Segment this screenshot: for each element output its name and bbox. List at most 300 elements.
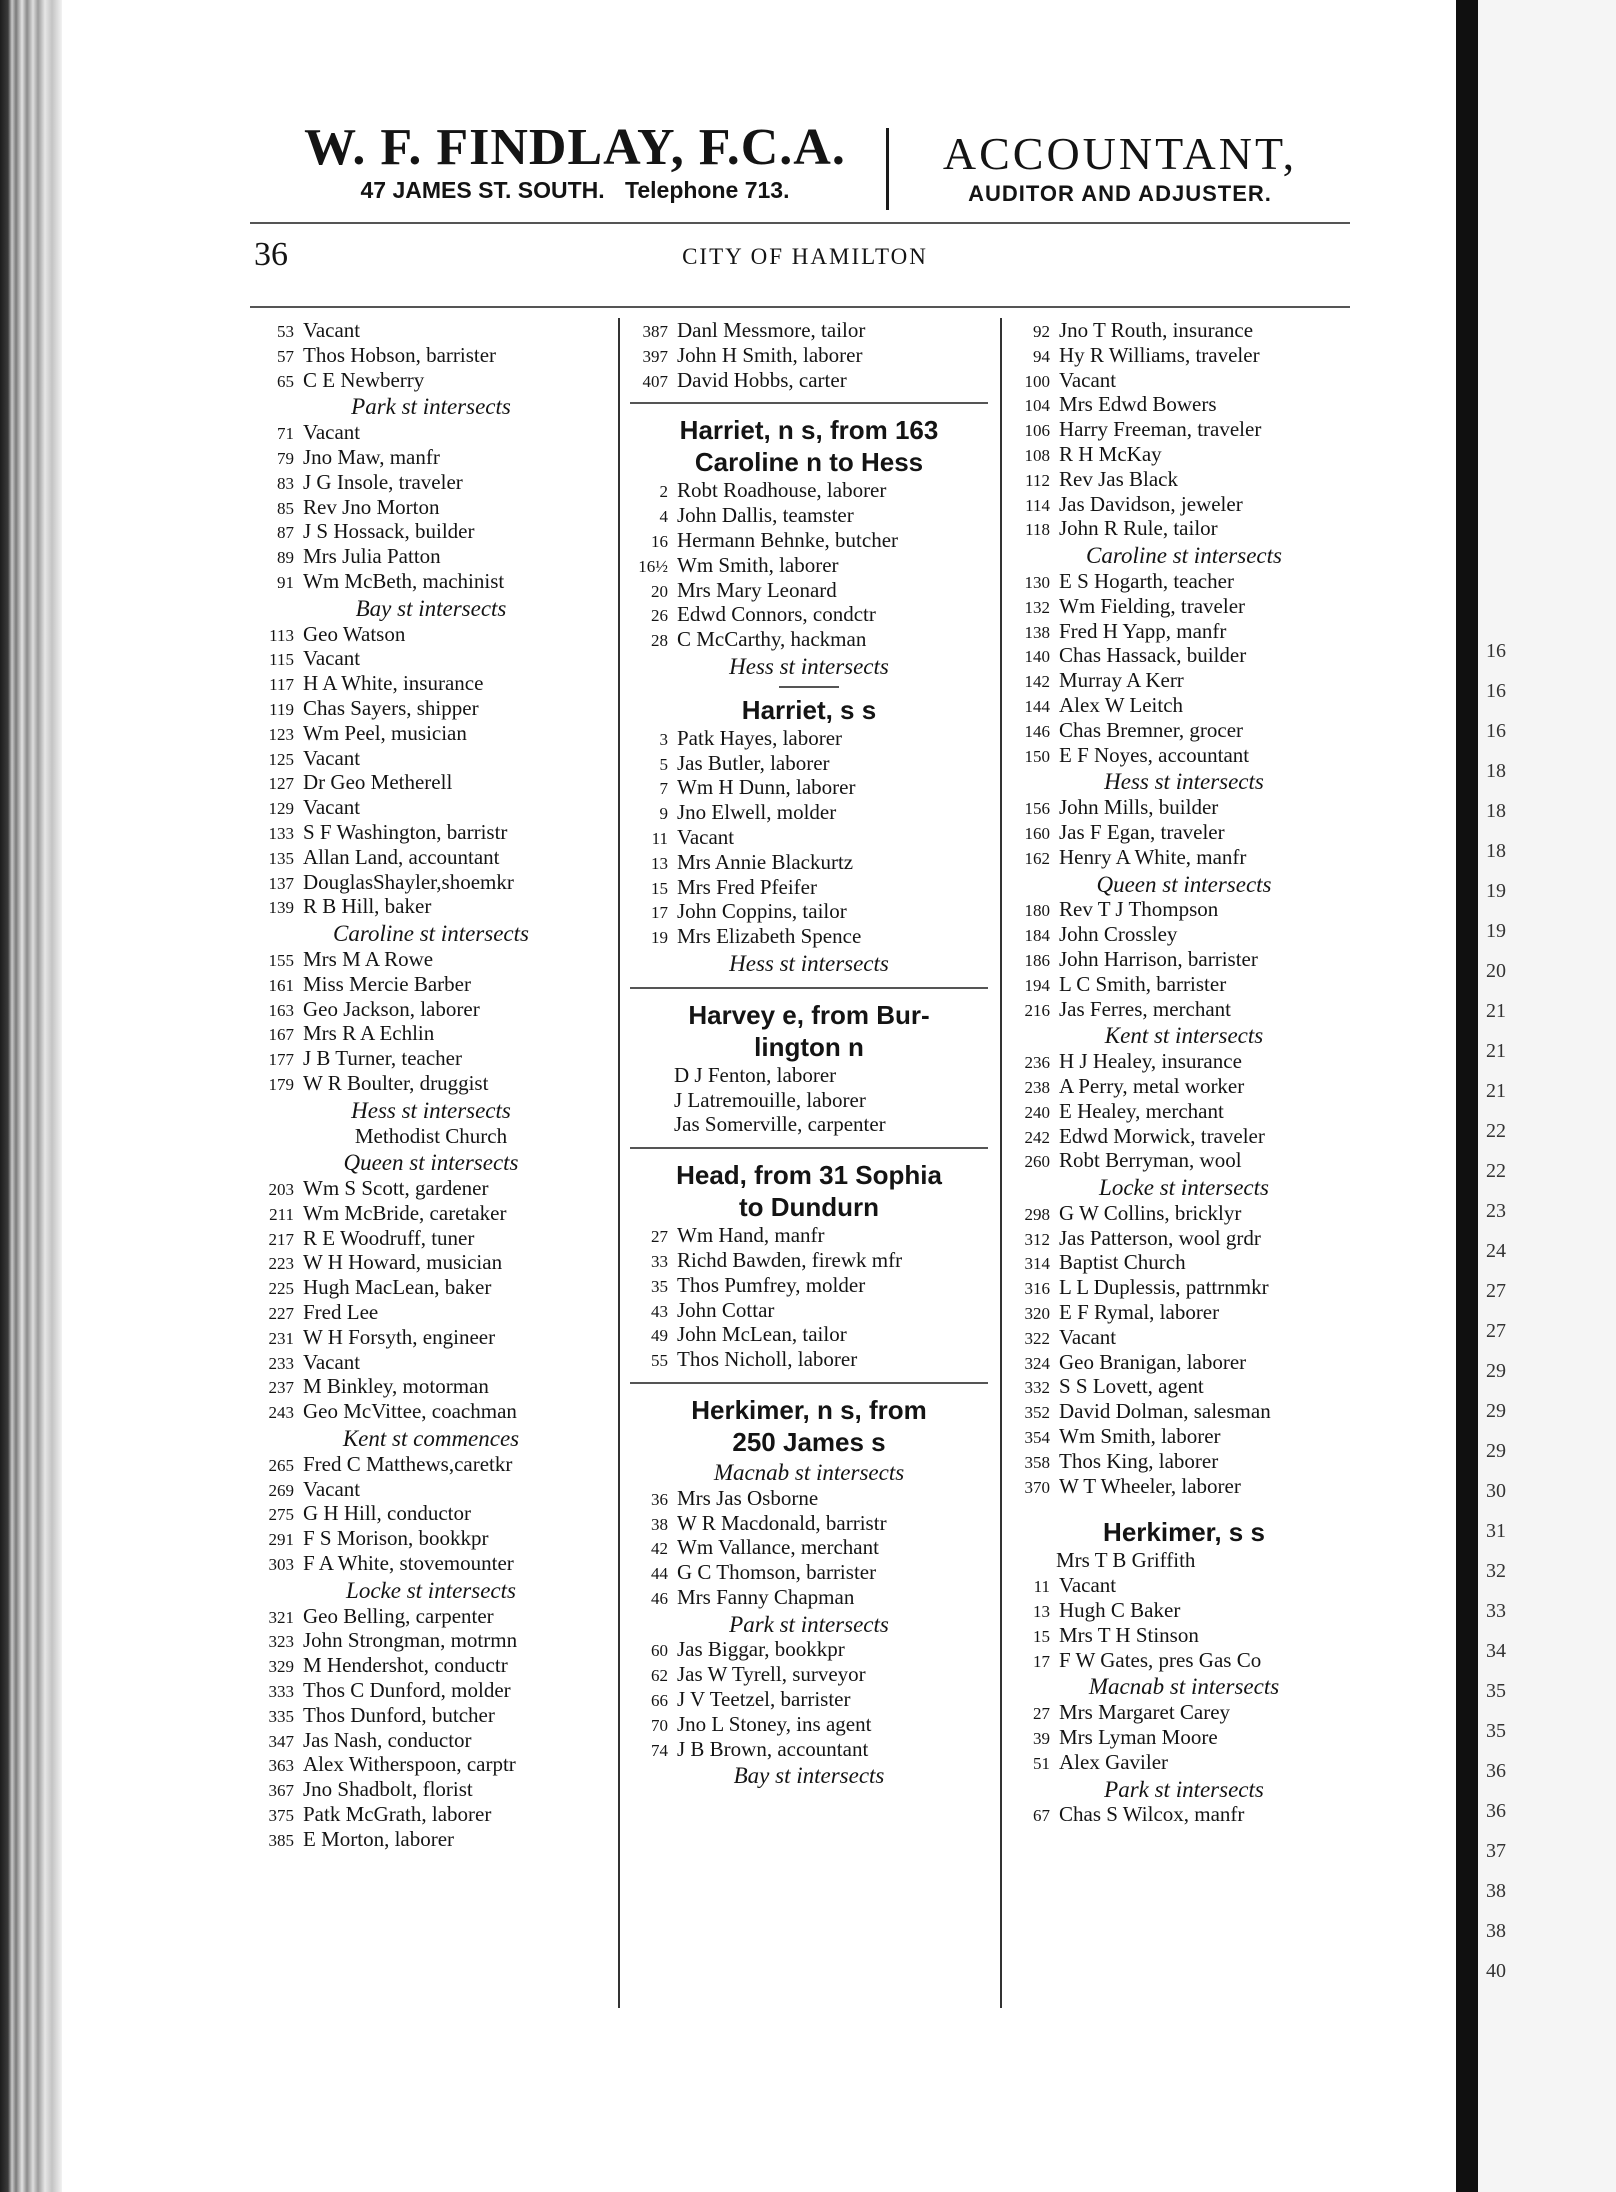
house-number: 180	[1024, 901, 1050, 921]
directory-entry	[1006, 693, 1362, 718]
house-number: 17	[1033, 1651, 1050, 1671]
adjacent-page-number: 34	[1486, 1640, 1506, 1662]
resident-name: Thos Hobson, barrister	[303, 342, 497, 367]
house-number: 375	[268, 1806, 294, 1826]
resident-name: Chas Sayers, shipper	[303, 695, 479, 720]
house-number: 130	[1024, 572, 1050, 592]
advert-address-line	[270, 176, 880, 204]
house-number: 144	[1024, 696, 1050, 716]
resident-name: John R Rule, tailor	[1059, 516, 1218, 541]
directory-column-3	[1006, 318, 1362, 1827]
house-number: 314	[1024, 1254, 1050, 1274]
advert-rule	[250, 222, 1350, 224]
house-number: 15	[1033, 1626, 1050, 1646]
resident-name: Dr Geo Metherell	[303, 770, 453, 795]
house-number: 231	[268, 1328, 294, 1348]
resident-name: Vacant	[1059, 1324, 1117, 1349]
advert-banner	[270, 120, 880, 204]
adjacent-page-number: 38	[1486, 1920, 1506, 1942]
house-number: 35	[651, 1276, 668, 1296]
resident-name: Vacant	[303, 646, 361, 671]
directory-entry	[624, 1298, 994, 1323]
house-number: 108	[1024, 445, 1050, 465]
house-number: 114	[1025, 495, 1050, 515]
house-number: 55	[651, 1351, 668, 1371]
resident-name: Robt Roadhouse, laborer	[677, 478, 887, 503]
resident-name: L C Smith, barrister	[1059, 971, 1227, 996]
adjacent-page-number: 37	[1486, 1840, 1506, 1862]
street-heading: Head, from 31 Sophia	[676, 1160, 942, 1191]
resident-name: John Coppins, tailor	[677, 899, 847, 924]
resident-name: Jas Biggar, bookkpr	[677, 1637, 845, 1662]
resident-name: W R Boulter, druggist	[303, 1070, 489, 1095]
directory-entry	[1006, 820, 1362, 845]
adjacent-page-number: 21	[1486, 1080, 1506, 1102]
house-number: 161	[268, 975, 294, 995]
directory-entry	[250, 1250, 612, 1275]
resident-name: Fred H Yapp, manfr	[1059, 618, 1227, 643]
directory-entry	[250, 1071, 612, 1096]
directory-entry	[1006, 1049, 1362, 1074]
street-heading: Herkimer, n s, from	[691, 1394, 927, 1425]
resident-name: R B Hill, baker	[303, 894, 432, 919]
house-number: 5	[659, 754, 668, 774]
resident-name: Rev Jas Black	[1059, 466, 1178, 491]
adjacent-page-number: 24	[1486, 1240, 1506, 1262]
directory-entry	[250, 1021, 612, 1046]
cross-street-label: Caroline st intersects	[1086, 543, 1282, 569]
directory-entry: D J Fenton, laborer	[674, 1062, 837, 1087]
resident-name: Jas F Egan, traveler	[1059, 819, 1225, 844]
advert-services	[900, 128, 1340, 208]
resident-name: Thos Nicholl, laborer	[677, 1347, 858, 1372]
directory-entry	[1006, 1700, 1362, 1725]
directory-entry	[250, 1827, 612, 1852]
directory-entry	[250, 997, 612, 1022]
house-number: 211	[269, 1204, 294, 1224]
resident-name: F W Gates, pres Gas Co	[1059, 1647, 1262, 1672]
directory-entry	[1006, 392, 1362, 417]
resident-name: Wm Fielding, traveler	[1059, 593, 1246, 618]
resident-name: Mrs Julia Patton	[303, 544, 441, 569]
directory-entry	[250, 820, 612, 845]
resident-name: Jas Davidson, jeweler	[1059, 491, 1243, 516]
advert-divider	[886, 128, 889, 210]
street-heading: Harriet, s s	[741, 694, 877, 725]
house-number: 92	[1033, 322, 1050, 341]
resident-name: W R Macdonald, barristr	[677, 1510, 887, 1535]
directory-entry	[250, 445, 612, 470]
directory-entry: Mrs T B Griffith	[1056, 1548, 1196, 1573]
resident-name: Mrs Lyman Moore	[1059, 1725, 1218, 1750]
directory-entry	[624, 1486, 994, 1511]
house-number: 177	[268, 1050, 294, 1070]
directory-entry	[624, 1662, 994, 1687]
directory-entry	[1006, 1124, 1362, 1149]
directory-entry	[1006, 1750, 1362, 1775]
directory-entry	[624, 1687, 994, 1712]
adjacent-page-number: 21	[1486, 1040, 1506, 1062]
adjacent-page-number: 38	[1486, 1880, 1506, 1902]
house-number: 11	[1033, 1577, 1050, 1597]
column-divider	[618, 318, 620, 2008]
house-number: 323	[268, 1632, 294, 1652]
house-number: 321	[268, 1607, 294, 1627]
directory-entry	[624, 1322, 994, 1347]
directory-entry	[250, 1526, 612, 1551]
house-number: 291	[268, 1530, 294, 1550]
house-number: 19	[651, 928, 668, 948]
directory-entry	[624, 318, 994, 343]
house-number: 194	[1024, 975, 1050, 995]
directory-entry	[1006, 668, 1362, 693]
directory-entry	[250, 1275, 612, 1300]
cross-street-label: Park st intersects	[1104, 1776, 1264, 1802]
house-number: 70	[651, 1715, 668, 1735]
directory-entry	[250, 1374, 612, 1399]
house-number: 162	[1024, 848, 1050, 868]
resident-name: Henry A White, manfr	[1059, 844, 1247, 869]
adjacent-page-number: 31	[1486, 1520, 1506, 1542]
house-number: 163	[268, 1000, 294, 1020]
directory-entry	[250, 746, 612, 771]
adjacent-page-number: 19	[1486, 920, 1506, 942]
directory-entry	[250, 1653, 612, 1678]
adjacent-page-number: 19	[1486, 880, 1506, 902]
resident-name: John Harrison, barrister	[1059, 946, 1258, 971]
resident-name: H A White, insurance	[303, 671, 484, 696]
directory-column-2	[624, 318, 994, 1789]
resident-name: Vacant	[1059, 367, 1117, 392]
resident-name: Patk Hayes, laborer	[677, 725, 843, 750]
resident-name: Mrs Fred Pfeifer	[677, 874, 817, 899]
house-number: 233	[268, 1353, 294, 1373]
adjacent-page-number: 36	[1486, 1760, 1506, 1782]
directory-entry	[250, 845, 612, 870]
resident-name: J V Teetzel, barrister	[677, 1687, 851, 1712]
resident-name: Chas Hassack, builder	[1059, 643, 1247, 668]
house-number: 53	[277, 322, 294, 341]
directory-entry	[250, 1399, 612, 1424]
directory-entry	[1006, 1201, 1362, 1226]
resident-name: John Cottar	[677, 1297, 775, 1322]
resident-name: H J Healey, insurance	[1059, 1049, 1242, 1074]
resident-name: G H Hill, conductor	[303, 1501, 471, 1526]
house-number: 397	[642, 346, 668, 366]
house-number: 265	[268, 1455, 294, 1475]
house-number: 186	[1024, 950, 1050, 970]
resident-name: Harry Freeman, traveler	[1059, 417, 1262, 442]
adjacent-page-edge	[1478, 0, 1616, 2192]
house-number: 33	[651, 1251, 668, 1271]
section-divider	[630, 1382, 988, 1384]
house-number: 119	[269, 699, 294, 719]
directory-entry	[250, 1300, 612, 1325]
house-number: 85	[277, 498, 294, 518]
resident-name: Jas Ferres, merchant	[1059, 996, 1232, 1021]
street-heading: lington n	[754, 1031, 864, 1062]
house-number: 83	[277, 473, 294, 493]
directory-entry	[250, 622, 612, 647]
house-number: 71	[277, 424, 294, 444]
directory-entry	[1006, 997, 1362, 1022]
house-number: 329	[268, 1657, 294, 1677]
resident-name: Fred Lee	[303, 1300, 379, 1325]
house-number: 160	[1024, 823, 1050, 843]
house-number: 89	[277, 548, 294, 568]
directory-entry	[250, 544, 612, 569]
directory-entry	[250, 1226, 612, 1251]
resident-name: Jno Shadbolt, florist	[303, 1777, 473, 1802]
adjacent-page-number: 35	[1486, 1680, 1506, 1702]
resident-name: Wm H Dunn, laborer	[677, 775, 856, 800]
adjacent-page-number: 16	[1486, 720, 1506, 742]
house-number: 27	[651, 1227, 668, 1247]
directory-entry: J Latremouille, laborer	[674, 1087, 866, 1112]
directory-entry	[624, 1223, 994, 1248]
resident-name: Jno T Routh, insurance	[1059, 318, 1254, 342]
directory-entry	[1006, 1399, 1362, 1424]
directory-entry	[250, 318, 612, 343]
directory-entry	[250, 1703, 612, 1728]
adjacent-page-number: 32	[1486, 1560, 1506, 1582]
resident-name: Allan Land, accountant	[303, 844, 500, 869]
adjacent-page-number: 22	[1486, 1120, 1506, 1142]
resident-name: Mrs M A Rowe	[303, 946, 434, 971]
cross-street-label: Kent st intersects	[1104, 1023, 1264, 1049]
street-heading: 250 James s	[732, 1426, 886, 1457]
directory-entry	[250, 1604, 612, 1629]
cross-street-label: Hess st intersects	[351, 1097, 511, 1123]
resident-name: Vacant	[303, 745, 361, 770]
resident-name: Edwd Morwick, traveler	[1059, 1123, 1265, 1148]
directory-entry	[1006, 1074, 1362, 1099]
directory-entry	[1006, 718, 1362, 743]
house-number: 132	[1024, 597, 1050, 617]
directory-entry	[250, 696, 612, 721]
directory-entry	[1006, 492, 1362, 517]
house-number: 223	[268, 1254, 294, 1274]
directory-entry	[1006, 343, 1362, 368]
directory-entry	[1006, 643, 1362, 668]
resident-name: Geo Jackson, laborer	[303, 996, 480, 1021]
house-number: 335	[268, 1706, 294, 1726]
house-number: 243	[268, 1403, 294, 1423]
house-number: 16	[651, 531, 668, 551]
adjacent-page-number: 33	[1486, 1600, 1506, 1622]
house-number: 2	[659, 482, 668, 502]
cross-street-label: Bay st intersects	[733, 1763, 885, 1789]
house-number: 4	[659, 507, 668, 527]
resident-name: Alex W Leitch	[1059, 692, 1184, 717]
house-number: 320	[1024, 1304, 1050, 1324]
directory-entry	[250, 343, 612, 368]
directory-entry	[1006, 318, 1362, 343]
adjacent-page-number: 35	[1486, 1720, 1506, 1742]
advert-subtitle: AUDITOR AND ADJUSTER.	[968, 181, 1272, 206]
adjacent-page-number: 29	[1486, 1440, 1506, 1462]
directory-entry	[624, 553, 994, 578]
directory-entry	[624, 1535, 994, 1560]
house-number: 217	[268, 1229, 294, 1249]
directory-entry	[624, 1511, 994, 1536]
resident-name: Wm McBeth, machinist	[303, 568, 505, 593]
adjacent-page-number: 18	[1486, 800, 1506, 822]
house-number: 370	[1024, 1477, 1050, 1497]
directory-entry	[250, 519, 612, 544]
directory-entry	[250, 1678, 612, 1703]
resident-name: Murray A Kerr	[1059, 668, 1184, 693]
resident-name: Wm Smith, laborer	[1059, 1424, 1221, 1449]
directory-entry	[250, 569, 612, 594]
directory-entry	[250, 1777, 612, 1802]
house-number: 38	[651, 1514, 668, 1534]
adjacent-page-number: 18	[1486, 840, 1506, 862]
directory-entry	[624, 1273, 994, 1298]
directory-entry	[1006, 947, 1362, 972]
house-number: 260	[1024, 1152, 1050, 1172]
directory-entry	[250, 671, 612, 696]
adjacent-page-number: 30	[1486, 1480, 1506, 1502]
adjacent-page-number: 20	[1486, 960, 1506, 982]
directory-entry	[1006, 1573, 1362, 1598]
house-number: 322	[1024, 1328, 1050, 1348]
directory-entry	[250, 1628, 612, 1653]
house-number: 140	[1024, 647, 1050, 667]
house-number: 113	[269, 625, 294, 645]
directory-entry	[1006, 1449, 1362, 1474]
house-number: 125	[268, 749, 294, 769]
house-number: 36	[651, 1489, 668, 1509]
header-rule	[250, 306, 1350, 308]
resident-name: Richd Bawden, firewk mfr	[677, 1247, 903, 1272]
resident-name: Vacant	[303, 318, 361, 342]
resident-name: David Hobbs, carter	[677, 367, 847, 392]
resident-name: DouglasShayler,shoemkr	[303, 869, 514, 894]
resident-name: Vacant	[303, 1349, 361, 1374]
resident-name: M Hendershot, conductr	[303, 1653, 508, 1678]
resident-name: F S Morison, bookkpr	[303, 1526, 489, 1551]
page-gutter-shadow	[1456, 0, 1478, 2192]
directory-entry	[250, 1350, 612, 1375]
resident-name: Mrs Elizabeth Spence	[677, 924, 862, 949]
directory-entry	[1006, 795, 1362, 820]
directory-entry	[1006, 516, 1362, 541]
house-number: 65	[277, 371, 294, 391]
directory-entry	[250, 947, 612, 972]
directory-entry	[250, 470, 612, 495]
directory-entry	[624, 850, 994, 875]
house-number: 238	[1024, 1077, 1050, 1097]
directory-entry	[1006, 1623, 1362, 1648]
resident-name: Thos Dunford, butcher	[303, 1702, 495, 1727]
house-number: 129	[268, 799, 294, 819]
resident-name: Geo Branigan, laborer	[1059, 1349, 1247, 1374]
house-number: 203	[268, 1180, 294, 1200]
directory-entry	[1006, 1300, 1362, 1325]
directory-entry	[624, 528, 994, 553]
cross-street-label: Queen st intersects	[1096, 871, 1272, 897]
directory-entry	[250, 1501, 612, 1526]
house-number: 118	[1025, 520, 1050, 540]
house-number: 117	[269, 675, 294, 695]
resident-name: Hermann Behnke, butcher	[677, 527, 899, 552]
resident-name: John Strongman, motrmn	[303, 1628, 518, 1653]
directory-entry	[250, 420, 612, 445]
directory-entry	[250, 1325, 612, 1350]
resident-name: E S Hogarth, teacher	[1059, 568, 1234, 593]
house-number: 20	[651, 581, 668, 601]
section-divider	[630, 1147, 988, 1149]
adjacent-page-number: 18	[1486, 760, 1506, 782]
house-number: 15	[651, 878, 668, 898]
resident-name: Jno L Stoney, ins agent	[677, 1711, 872, 1736]
house-number: 112	[1025, 470, 1050, 490]
resident-name: Jno Maw, manfr	[303, 444, 440, 469]
resident-name: Hugh MacLean, baker	[303, 1275, 492, 1300]
resident-name: E Morton, laborer	[303, 1826, 455, 1851]
directory-entry	[1006, 417, 1362, 442]
street-heading: Herkimer, s s	[1103, 1517, 1265, 1548]
cross-street-label: Caroline st intersects	[333, 921, 529, 947]
house-number: 367	[268, 1781, 294, 1801]
house-number: 298	[1024, 1204, 1050, 1224]
directory-entry	[1006, 1424, 1362, 1449]
house-number: 115	[269, 650, 294, 670]
adjacent-page-number: 29	[1486, 1400, 1506, 1422]
resident-name: J G Insole, traveler	[303, 469, 463, 494]
resident-name: G C Thomson, barrister	[677, 1560, 877, 1585]
resident-name: David Dolman, salesman	[1059, 1399, 1271, 1424]
directory-entry	[624, 368, 994, 393]
house-number: 67	[1033, 1806, 1050, 1826]
house-number: 11	[651, 828, 668, 848]
house-number: 28	[651, 631, 668, 651]
directory-entry	[250, 1752, 612, 1777]
house-number: 240	[1024, 1102, 1050, 1122]
house-number: 17	[651, 903, 668, 923]
directory-entry: Jas Somerville, carpenter	[674, 1112, 886, 1137]
cross-street-label: Kent st commences	[342, 1426, 520, 1452]
directory-entry	[250, 1452, 612, 1477]
directory-entry	[1006, 1350, 1362, 1375]
house-number: 312	[1024, 1229, 1050, 1249]
house-number: 91	[277, 572, 294, 592]
directory-entry	[250, 721, 612, 746]
adjacent-page-number: 16	[1486, 680, 1506, 702]
resident-name: Thos King, laborer	[1059, 1448, 1219, 1473]
resident-name: S F Washington, barristr	[303, 819, 508, 844]
resident-name: S S Lovett, agent	[1059, 1374, 1204, 1399]
house-number: 43	[651, 1301, 668, 1321]
house-number: 135	[268, 848, 294, 868]
resident-name: Baptist Church	[1059, 1250, 1186, 1275]
resident-name: Geo Watson	[303, 621, 406, 646]
resident-name: Geo McVittee, coachman	[303, 1399, 517, 1424]
resident-name: E F Noyes, accountant	[1059, 742, 1250, 767]
cross-street-label: Macnab st intersects	[1088, 1674, 1280, 1700]
advert-telephone: Telephone 713.	[625, 177, 790, 203]
house-number: 142	[1024, 672, 1050, 692]
house-number: 74	[651, 1740, 668, 1760]
advert-address: 47 JAMES ST. SOUTH.	[360, 177, 605, 203]
adjacent-page-number: 29	[1486, 1360, 1506, 1382]
cross-street-label: Hess st intersects	[729, 950, 889, 976]
cross-street-label: Park st intersects	[729, 1611, 889, 1637]
house-number: 358	[1024, 1452, 1050, 1472]
directory-entry	[624, 478, 994, 503]
resident-name: Jas Butler, laborer	[677, 750, 830, 775]
